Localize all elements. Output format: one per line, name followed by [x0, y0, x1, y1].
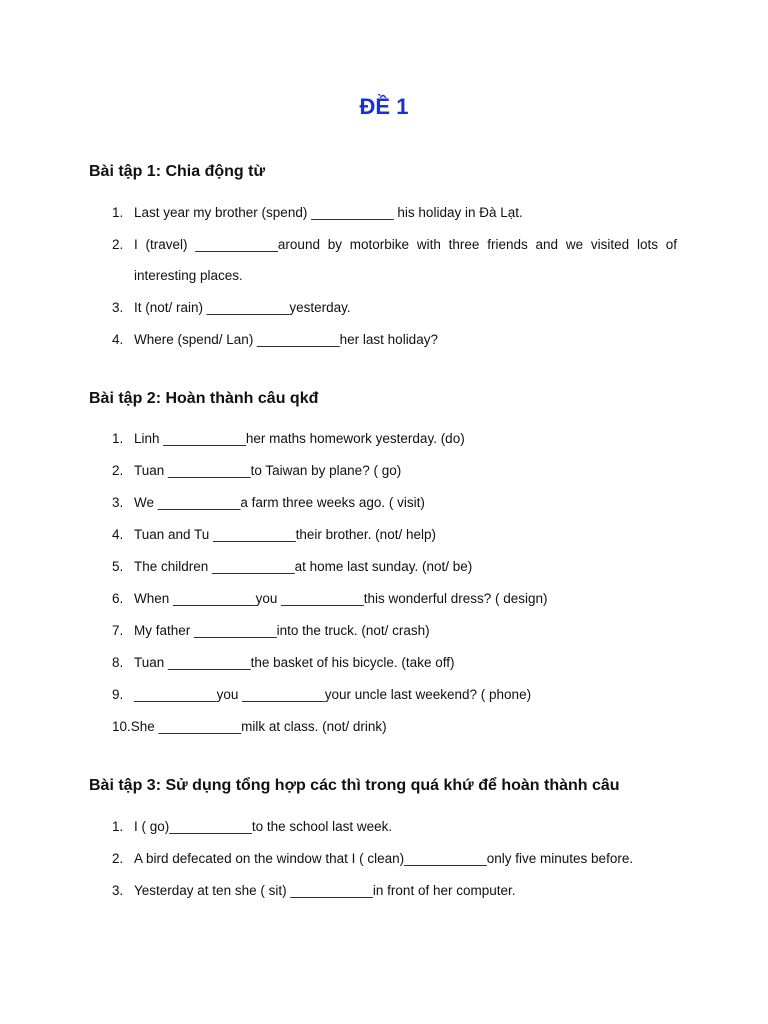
item-text: Tuan ___________the basket of his bicycle. (take off): [134, 655, 455, 670]
item-number: 3.: [112, 495, 124, 510]
item-text: My father ___________into the truck. (not/ crash): [134, 623, 430, 638]
item-number: 3.: [112, 883, 124, 898]
item-number: 9.: [112, 687, 124, 702]
section-1-list: [0, 197, 768, 356]
list-item: [0, 615, 768, 647]
item-text: 10.She ___________milk at class. (not/ drink): [112, 719, 387, 734]
list-item: [0, 519, 768, 551]
list-item: [0, 843, 768, 875]
item-number: 1.: [112, 431, 124, 446]
item-text: Last year my brother (spend) ___________ his holiday in Đà Lạt.: [134, 205, 523, 220]
item-text: I ( go)___________to the school last week.: [134, 819, 393, 834]
page-title: ĐỀ 1: [359, 94, 409, 119]
list-item: [0, 455, 768, 487]
item-text: It (not/ rain) ___________yesterday.: [134, 300, 351, 315]
item-number: 2.: [112, 237, 124, 252]
item-number: 8.: [112, 655, 124, 670]
item-number: 6.: [112, 591, 124, 606]
item-text: Tuan ___________to Taiwan by plane? ( go): [134, 463, 402, 478]
item-text: Where (spend/ Lan) ___________her last holiday?: [134, 332, 438, 347]
list-item: [0, 197, 768, 229]
section-3-heading: Bài tập 3: Sử dụng tổng hợp các thì trong quá khứ để hoàn thành câu: [89, 777, 620, 794]
item-text: A bird defecated on the window that I ( clean)___________only five minutes before.: [134, 851, 634, 866]
list-item: [0, 647, 768, 679]
section-2-heading: Bài tập 2: Hoàn thành câu qkđ: [89, 390, 319, 407]
item-text: Linh ___________her maths homework yesterday. (do): [134, 431, 465, 446]
item-number: 2.: [112, 463, 124, 478]
item-number: 1.: [112, 819, 124, 834]
list-item: [0, 229, 768, 292]
list-item: [0, 679, 768, 711]
list-item: [0, 551, 768, 583]
item-number: 5.: [112, 559, 124, 574]
section-2-list: [0, 423, 768, 743]
section-3-list: [0, 811, 768, 907]
item-text: I (travel) ___________around by motorbike with three friends and we visited lots of interesting places.: [134, 237, 677, 283]
item-number: 1.: [112, 205, 124, 220]
item-text: Yesterday at ten she ( sit) ___________in front of her computer.: [134, 883, 516, 898]
item-text: ___________you ___________your uncle last weekend? ( phone): [134, 687, 532, 702]
list-item: [0, 583, 768, 615]
list-item: [0, 324, 768, 356]
item-number: 2.: [112, 851, 124, 866]
item-number: 3.: [112, 300, 124, 315]
item-text: The children ___________at home last sunday. (not/ be): [134, 559, 473, 574]
item-text: When ___________you ___________this wonderful dress? ( design): [134, 591, 548, 606]
list-item: [0, 423, 768, 455]
item-text: Tuan and Tu ___________their brother. (not/ help): [134, 527, 436, 542]
item-number: 4.: [112, 527, 124, 542]
item-text: We ___________a farm three weeks ago. ( visit): [134, 495, 425, 510]
list-item: [0, 487, 768, 519]
item-number: 4.: [112, 332, 124, 347]
list-item: [0, 711, 768, 743]
list-item: [0, 292, 768, 324]
section-1-heading: Bài tập 1: Chia động từ: [89, 163, 266, 180]
item-number: 7.: [112, 623, 124, 638]
list-item: [0, 875, 768, 907]
list-item: [0, 811, 768, 843]
